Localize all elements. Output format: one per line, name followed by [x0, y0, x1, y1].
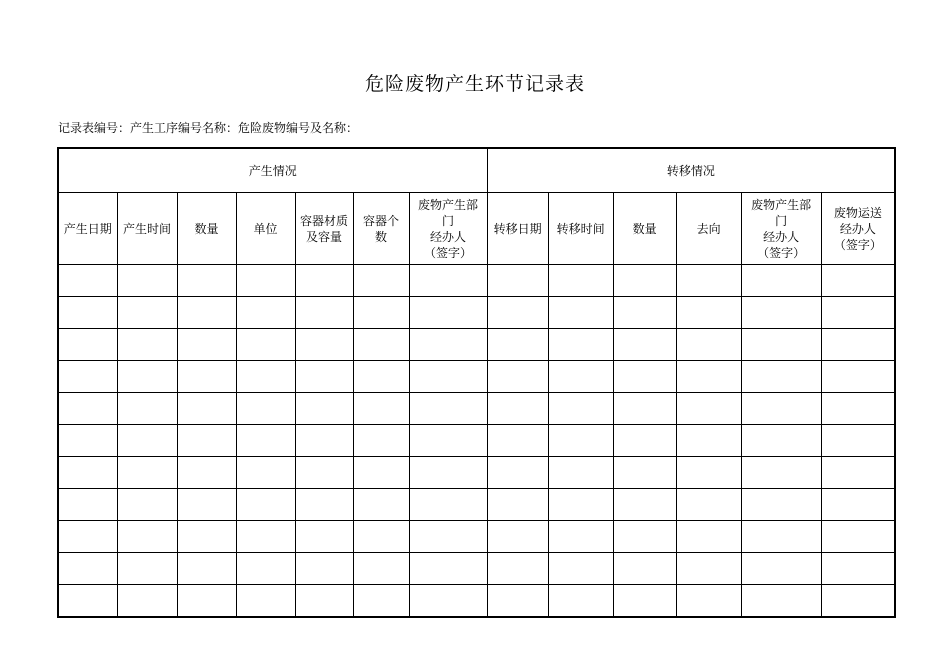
table-cell[interactable] [409, 329, 487, 361]
table-cell[interactable] [676, 393, 741, 425]
table-cell[interactable] [409, 553, 487, 585]
table-cell[interactable] [236, 297, 295, 329]
table-cell[interactable] [409, 521, 487, 553]
table-cell[interactable] [409, 265, 487, 297]
table-cell[interactable] [177, 329, 236, 361]
table-cell[interactable] [487, 297, 548, 329]
table-cell[interactable] [741, 393, 821, 425]
table-cell[interactable] [58, 361, 117, 393]
table-cell[interactable] [177, 521, 236, 553]
table-cell[interactable] [236, 457, 295, 489]
table-cell[interactable] [741, 297, 821, 329]
column-header: 转移时间 [548, 193, 613, 265]
table-row [58, 393, 895, 425]
column-header: 废物产生部 门 经办人 （签字） [741, 193, 821, 265]
table-cell[interactable] [487, 457, 548, 489]
table-cell[interactable] [821, 553, 895, 585]
table-row [58, 361, 895, 393]
table-cell[interactable] [741, 585, 821, 618]
table-cell[interactable] [353, 393, 409, 425]
table-cell[interactable] [117, 521, 177, 553]
table-cell[interactable] [295, 585, 353, 618]
table-row [58, 265, 895, 297]
table-body [58, 265, 895, 618]
table-cell[interactable] [295, 521, 353, 553]
table-cell[interactable] [676, 489, 741, 521]
table-cell[interactable] [821, 297, 895, 329]
table-cell[interactable] [613, 393, 676, 425]
table-cell[interactable] [353, 297, 409, 329]
table-cell[interactable] [613, 361, 676, 393]
table-cell[interactable] [548, 265, 613, 297]
table-cell[interactable] [487, 361, 548, 393]
table-cell[interactable] [236, 265, 295, 297]
table-cell[interactable] [548, 361, 613, 393]
column-header: 容器材质 及容量 [295, 193, 353, 265]
table-cell[interactable] [117, 265, 177, 297]
table-cell[interactable] [295, 457, 353, 489]
table-cell[interactable] [676, 553, 741, 585]
table-cell[interactable] [821, 393, 895, 425]
table-cell[interactable] [117, 489, 177, 521]
table-cell[interactable] [117, 329, 177, 361]
table-cell[interactable] [613, 297, 676, 329]
table-cell[interactable] [741, 329, 821, 361]
table-cell[interactable] [487, 553, 548, 585]
table-cell[interactable] [58, 553, 117, 585]
column-header: 容器个 数 [353, 193, 409, 265]
table-cell[interactable] [741, 361, 821, 393]
table-cell[interactable] [821, 457, 895, 489]
table-cell[interactable] [353, 489, 409, 521]
page-title: 危险废物产生环节记录表 [364, 73, 585, 95]
table-cell[interactable] [613, 553, 676, 585]
group-header-row [58, 148, 895, 193]
table-cell[interactable] [353, 361, 409, 393]
table-row [58, 457, 895, 489]
table-cell[interactable] [409, 489, 487, 521]
column-header: 数量 [177, 193, 236, 265]
table-cell[interactable] [58, 457, 117, 489]
table-cell[interactable] [177, 457, 236, 489]
record-meta-line: 记录表编号：产生工序编号名称：危险废物编号及名称： [58, 121, 359, 135]
table-row [58, 297, 895, 329]
table-cell[interactable] [177, 553, 236, 585]
table-row [58, 553, 895, 585]
table-cell[interactable] [353, 457, 409, 489]
table-cell[interactable] [177, 585, 236, 618]
table-cell[interactable] [487, 265, 548, 297]
table-cell[interactable] [613, 489, 676, 521]
table-cell[interactable] [409, 425, 487, 457]
table-cell[interactable] [548, 489, 613, 521]
table-cell[interactable] [353, 585, 409, 618]
table-cell[interactable] [58, 425, 117, 457]
table-cell[interactable] [353, 265, 409, 297]
table-cell[interactable] [177, 489, 236, 521]
table-cell[interactable] [117, 425, 177, 457]
table-cell[interactable] [613, 585, 676, 618]
column-header: 转移日期 [487, 193, 548, 265]
table-cell[interactable] [741, 521, 821, 553]
table-cell[interactable] [613, 265, 676, 297]
table-cell[interactable] [821, 585, 895, 618]
table-cell[interactable] [177, 265, 236, 297]
table-cell[interactable] [353, 521, 409, 553]
table-cell[interactable] [548, 521, 613, 553]
table-cell[interactable] [548, 393, 613, 425]
table-cell[interactable] [58, 521, 117, 553]
table-cell[interactable] [487, 489, 548, 521]
column-header: 单位 [236, 193, 295, 265]
table-cell[interactable] [487, 425, 548, 457]
column-header: 产生日期 [58, 193, 117, 265]
table-cell[interactable] [177, 297, 236, 329]
table-cell[interactable] [821, 521, 895, 553]
table-cell[interactable] [409, 361, 487, 393]
table-cell[interactable] [295, 297, 353, 329]
table-cell[interactable] [409, 297, 487, 329]
table-cell[interactable] [353, 425, 409, 457]
table-cell[interactable] [177, 393, 236, 425]
table-cell[interactable] [58, 265, 117, 297]
table-cell[interactable] [676, 361, 741, 393]
table-cell[interactable] [487, 329, 548, 361]
table-cell[interactable] [821, 361, 895, 393]
table-cell[interactable] [676, 265, 741, 297]
table-cell[interactable] [821, 329, 895, 361]
column-header: 产生时间 [117, 193, 177, 265]
table-cell[interactable] [613, 329, 676, 361]
table-cell[interactable] [821, 425, 895, 457]
table-cell[interactable] [295, 361, 353, 393]
table-cell[interactable] [741, 457, 821, 489]
group-header-transfer: 转移情况 [487, 148, 895, 193]
table-row [58, 329, 895, 361]
column-header-row [58, 193, 895, 265]
table-cell[interactable] [548, 457, 613, 489]
table-cell[interactable] [117, 457, 177, 489]
table-cell[interactable] [548, 553, 613, 585]
table-cell[interactable] [741, 553, 821, 585]
table-cell[interactable] [236, 585, 295, 618]
table-cell[interactable] [353, 329, 409, 361]
table-cell[interactable] [177, 425, 236, 457]
table-cell[interactable] [676, 425, 741, 457]
table-cell[interactable] [295, 265, 353, 297]
table-cell[interactable] [676, 521, 741, 553]
table-cell[interactable] [58, 489, 117, 521]
table-cell[interactable] [117, 361, 177, 393]
table-cell[interactable] [58, 585, 117, 618]
table-cell[interactable] [236, 393, 295, 425]
table-cell[interactable] [676, 585, 741, 618]
table-row [58, 585, 895, 618]
table-cell[interactable] [409, 457, 487, 489]
table-cell[interactable] [821, 489, 895, 521]
table-cell[interactable] [236, 361, 295, 393]
column-header: 去向 [676, 193, 741, 265]
table-cell[interactable] [821, 265, 895, 297]
table-cell[interactable] [487, 585, 548, 618]
table-row [58, 521, 895, 553]
table-cell[interactable] [117, 393, 177, 425]
table-cell[interactable] [676, 297, 741, 329]
column-header: 废物运送 经办人 （签字） [821, 193, 895, 265]
table-cell[interactable] [548, 585, 613, 618]
table-cell[interactable] [409, 393, 487, 425]
column-header: 数量 [613, 193, 676, 265]
table-cell[interactable] [741, 425, 821, 457]
table-cell[interactable] [236, 329, 295, 361]
table-cell[interactable] [236, 553, 295, 585]
table-cell[interactable] [487, 521, 548, 553]
table-cell[interactable] [741, 265, 821, 297]
table-cell[interactable] [613, 425, 676, 457]
table-cell[interactable] [58, 329, 117, 361]
table-row [58, 425, 895, 457]
table-cell[interactable] [548, 297, 613, 329]
table-cell[interactable] [295, 425, 353, 457]
record-table [57, 147, 896, 618]
table-cell[interactable] [58, 297, 117, 329]
table-row [58, 489, 895, 521]
table-cell[interactable] [236, 425, 295, 457]
table-cell[interactable] [236, 521, 295, 553]
table-cell[interactable] [117, 553, 177, 585]
table-cell[interactable] [613, 457, 676, 489]
table-cell[interactable] [676, 329, 741, 361]
column-header: 废物产生部 门 经办人 （签字） [409, 193, 487, 265]
group-header-production: 产生情况 [58, 148, 487, 193]
table-cell[interactable] [353, 553, 409, 585]
table-cell[interactable] [295, 329, 353, 361]
table-cell[interactable] [548, 425, 613, 457]
table-cell[interactable] [676, 457, 741, 489]
table-cell[interactable] [613, 521, 676, 553]
table-cell[interactable] [117, 585, 177, 618]
table-cell[interactable] [295, 489, 353, 521]
table-cell[interactable] [487, 393, 548, 425]
table-cell[interactable] [409, 585, 487, 618]
table-cell[interactable] [548, 329, 613, 361]
table-cell[interactable] [741, 489, 821, 521]
table-cell[interactable] [295, 393, 353, 425]
table-cell[interactable] [58, 393, 117, 425]
table-cell[interactable] [295, 553, 353, 585]
table-cell[interactable] [236, 489, 295, 521]
table-cell[interactable] [117, 297, 177, 329]
table-cell[interactable] [177, 361, 236, 393]
